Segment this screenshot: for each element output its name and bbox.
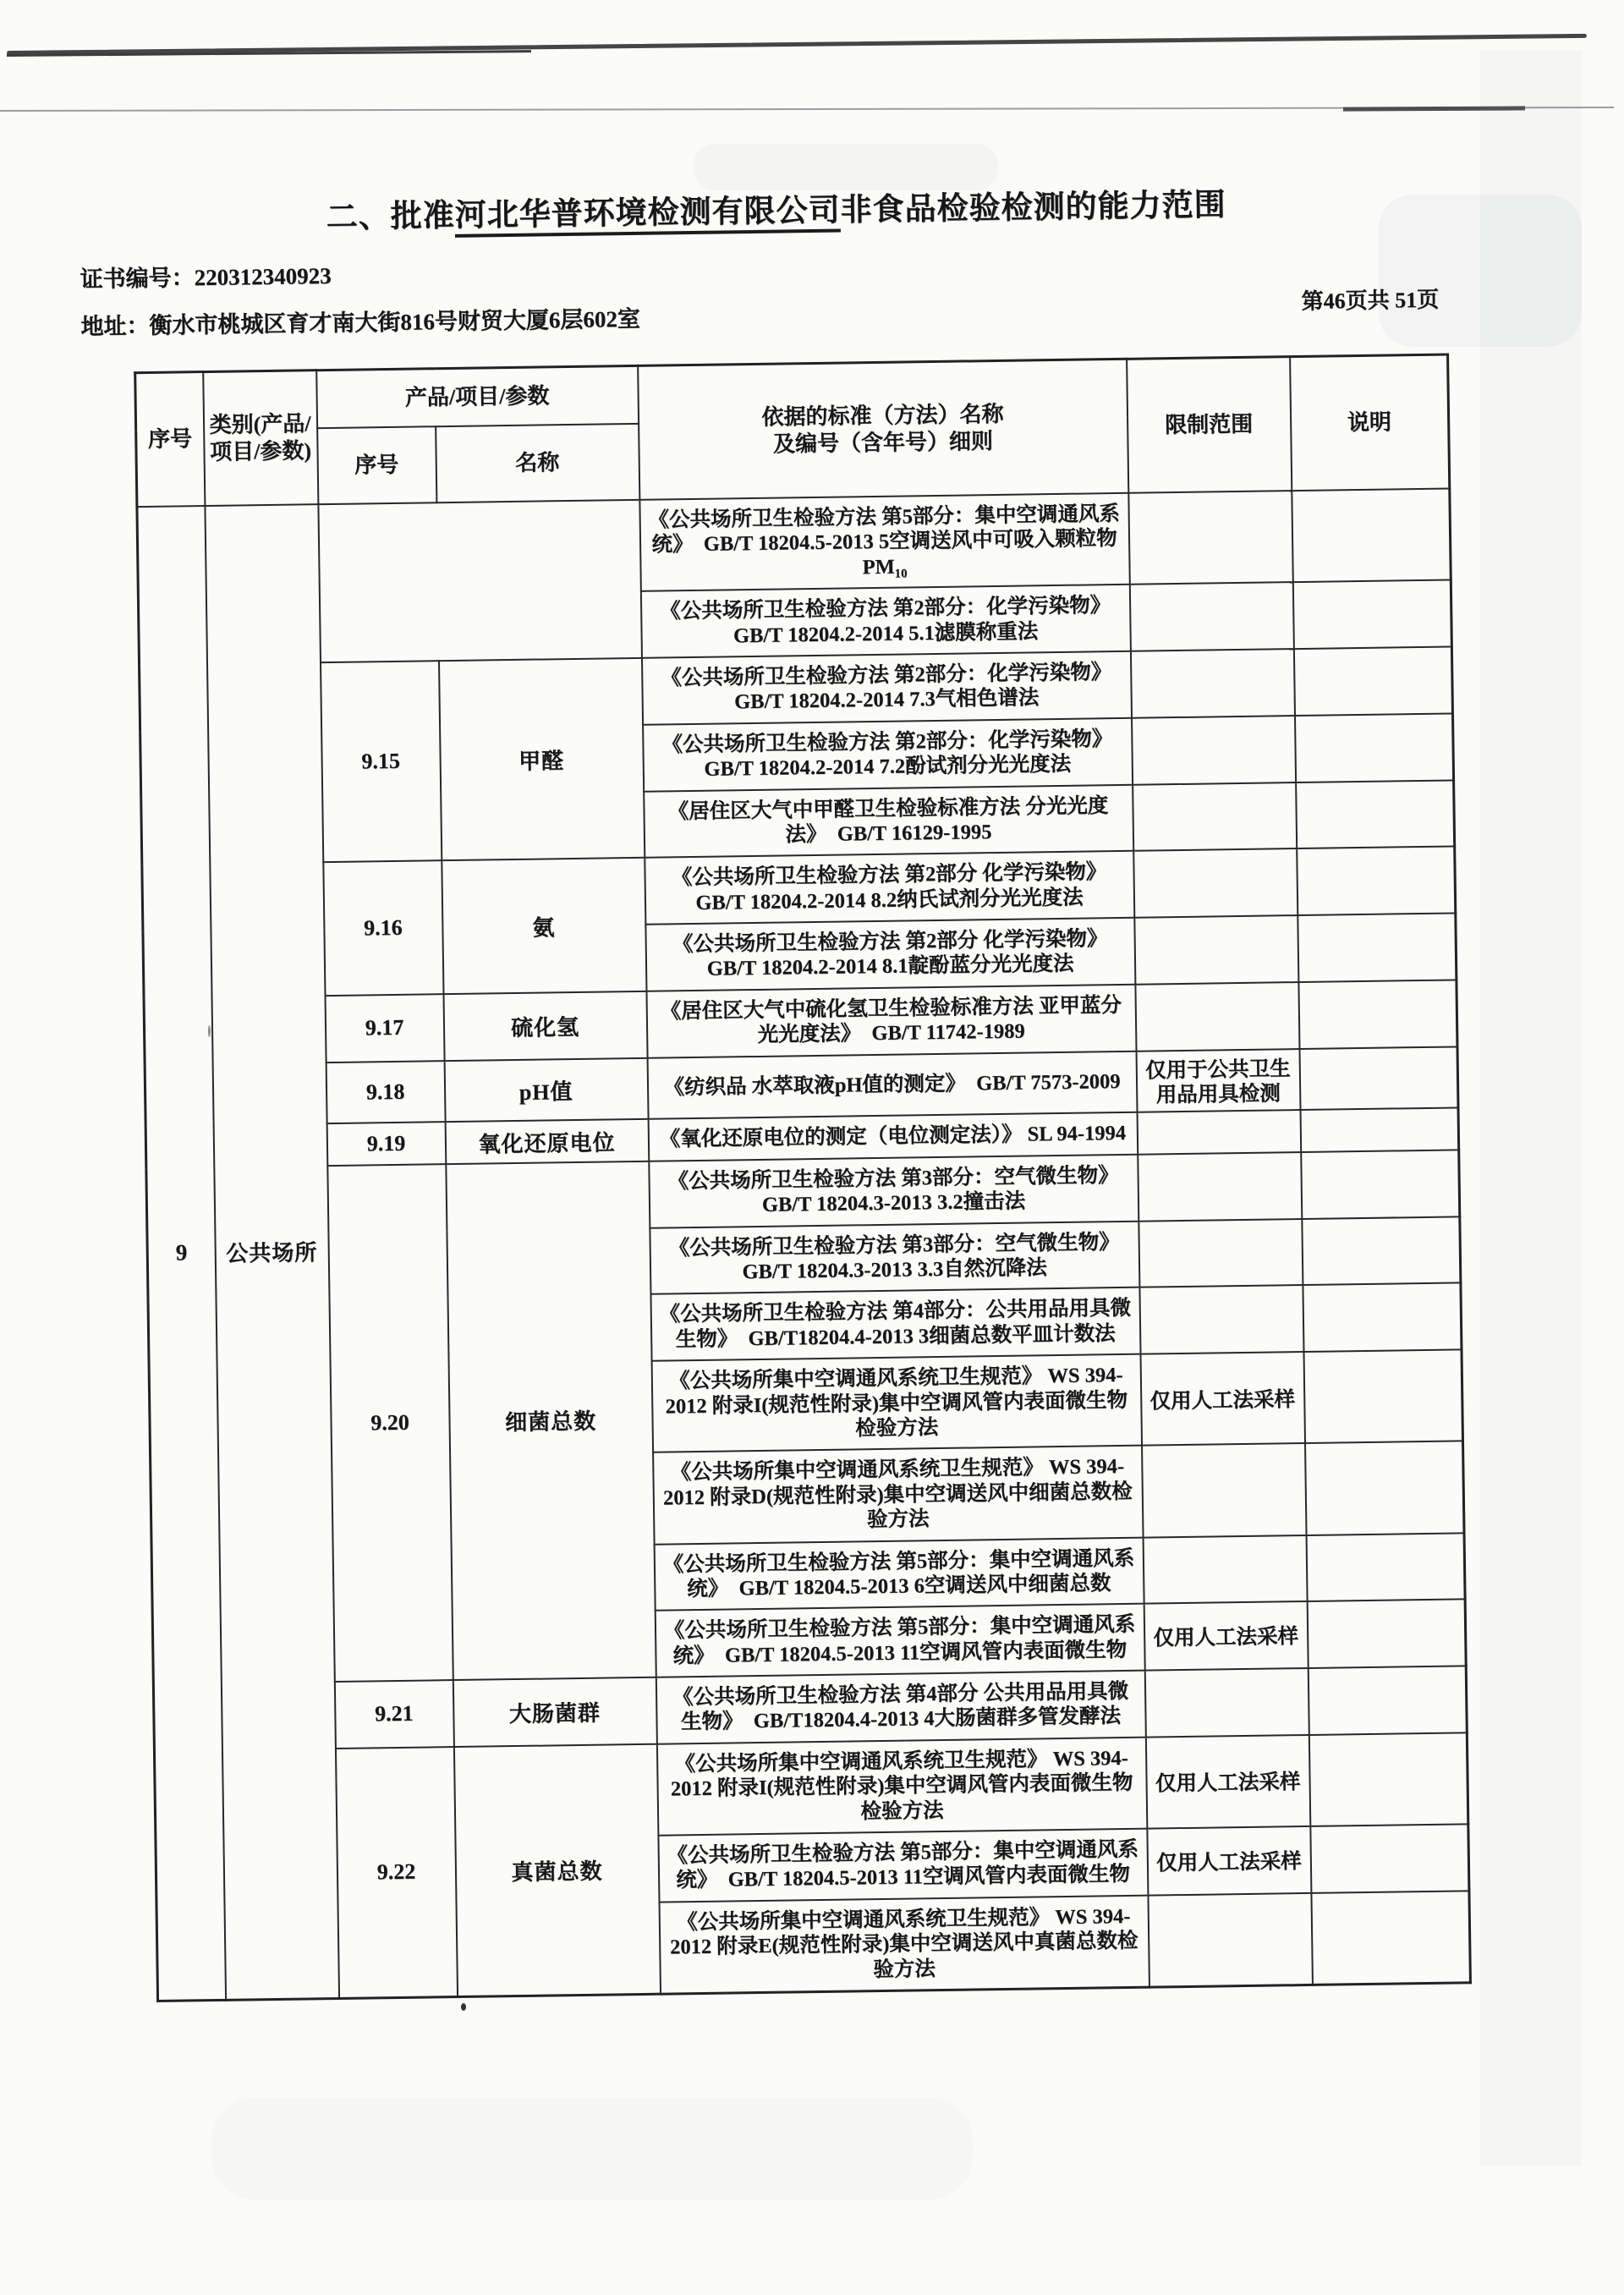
header-limit: 限制范围 (1127, 357, 1292, 493)
note-cell (1295, 713, 1454, 782)
page-title (0, 174, 1555, 242)
product-name-cell: 氨 (442, 858, 646, 994)
page-number-info: 第46页共 51页 (1301, 287, 1440, 314)
note-cell (1307, 1600, 1466, 1668)
standard-cell: 《居住区大气中硫化氢卫生检验标准方法 亚甲蓝分光光度法》 GB/T 11742-1989 (646, 985, 1136, 1058)
product-name-cell: 大肠菌群 (453, 1677, 656, 1747)
product-name-cell: 细菌总数 (446, 1161, 656, 1681)
limit-cell (1135, 982, 1299, 1051)
title-prefix: 二、批准 (326, 198, 455, 236)
note-cell (1299, 1046, 1458, 1110)
note-cell (1305, 1441, 1464, 1535)
product-name-cell: 氧化还原电位 (445, 1119, 649, 1164)
limit-cell (1129, 582, 1293, 651)
capability-scope-table (134, 353, 1472, 2001)
limit-cell (1132, 716, 1296, 784)
standard-cell: 《居住区大气中甲醛卫生检验标准方法 分光光度法》 GB/T 16129-1995 (644, 784, 1133, 858)
header-standard (638, 359, 1128, 500)
table-row (154, 1732, 1468, 1842)
product-seq-cell: 9.21 (334, 1680, 453, 1749)
note-cell (1306, 1533, 1465, 1601)
product-seq-cell: 9.19 (326, 1123, 446, 1166)
table-body (137, 488, 1471, 2001)
header-note: 说明 (1290, 354, 1450, 491)
standard-cell: 《公共场所卫生检验方法 第3部分：空气微生物》 GB/T 18204.3-2013 3.2撞击法 (649, 1155, 1138, 1228)
standard-cell: 《公共场所卫生检验方法 第3部分：空气微生物》 GB/T 18204.3-2013 3.3自然沉降法 (650, 1221, 1139, 1294)
header-seq: 序号 (135, 372, 205, 508)
standard-cell: 《公共场所卫生检验方法 第5部分：集中空调通风系统》 GB/T 18204.5-2013 6空调送风中细菌总数 (654, 1537, 1144, 1611)
standard-cell: 《公共场所集中空调通风系统卫生规范》 WS 394-2012 附录I(规范性附录)集中空调风管内表面微生物检验方法 (656, 1737, 1146, 1835)
note-cell (1303, 1283, 1462, 1352)
limit-cell (1128, 491, 1292, 585)
standard-cell: 《公共场所卫生检验方法 第2部分：化学污染物》 GB/T 18204.2-2014 5.1滤膜称重法 (640, 585, 1130, 658)
note-cell (1292, 488, 1451, 582)
limit-cell (1142, 1443, 1306, 1537)
header-product-seq: 序号 (317, 426, 436, 504)
table-row (137, 488, 1451, 598)
standard-cell: 《公共场所卫生检验方法 第5部分：集中空调通风系统》 GB/T 18204.5-2013 11空调风管内表面微生物 (655, 1604, 1144, 1677)
note-cell (1298, 914, 1457, 982)
address-line: 地址：衡水市桃城区育才南大街816号财贸大厦6层602室 (80, 305, 641, 340)
standard-cell: 《公共场所卫生检验方法 第4部分 公共用品用具微生物》 GB/T18204.4-2013 4大肠菌群多管发酵法 (656, 1671, 1145, 1744)
standard-cell: 《公共场所卫生检验方法 第5部分：集中空调通风系统》 GB/T 18204.5-2013 11空调风管内表面微生物 (658, 1829, 1148, 1902)
title-suffix: 非食品检验检测的能力范围 (840, 188, 1226, 228)
note-cell (1298, 980, 1457, 1048)
limit-cell (1148, 1893, 1312, 1987)
header-product-group: 产品/项目/参数 (316, 365, 639, 428)
standard-cell: 《公共场所集中空调通风系统卫生规范》 WS 394-2012 附录D(规范性附录)集中空调送风中细菌总数检验方法 (653, 1446, 1143, 1544)
limit-cell (1133, 782, 1297, 851)
note-cell (1297, 847, 1456, 915)
note-cell (1296, 780, 1455, 848)
note-cell (1301, 1150, 1460, 1218)
note-cell (1293, 646, 1452, 715)
limit-cell (1144, 1668, 1309, 1737)
product-seq-cell: 9.16 (323, 860, 443, 996)
limit-cell: 仅用于公共卫生用品用具检测 (1136, 1049, 1300, 1112)
standard-cell: 《公共场所卫生检验方法 第4部分：公共用品用具微生物》 GB/T18204.4-2013 3细菌总数平皿计数法 (650, 1288, 1140, 1361)
standard-cell: 《纺织品 水萃取液pH值的测定》 GB/T 7573-2009 (647, 1051, 1137, 1119)
note-cell (1308, 1666, 1467, 1734)
limit-cell (1139, 1285, 1303, 1353)
product-seq-cell: 9.20 (327, 1164, 453, 1682)
header-product-name: 名称 (436, 424, 639, 502)
category-seq-cell: 9 (137, 506, 226, 2001)
note-cell (1302, 1216, 1461, 1285)
table-header (135, 354, 1450, 507)
header-standard-line2: 及编号（含年号）细则 (772, 429, 994, 457)
product-seq-cell: 9.22 (335, 1747, 457, 1999)
product-name-cell: 硫化氢 (443, 991, 647, 1061)
limit-cell (1130, 649, 1294, 717)
note-cell (1309, 1732, 1468, 1826)
header-row-1 (135, 354, 1449, 431)
limit-cell: 仅用人工法采样 (1147, 1826, 1311, 1895)
limit-cell (1134, 915, 1298, 984)
note-cell (1303, 1350, 1462, 1444)
certificate-number-line: 证书编号：220312340923 (80, 262, 332, 293)
standard-cell: 《公共场所卫生检验方法 第2部分 化学污染物》 GB/T 18204.2-2014 8.2纳氏试剂分光光度法 (645, 851, 1134, 925)
standard-cell: 《公共场所集中空调通风系统卫生规范》 WS 394-2012 附录E(规范性附录)集中空调送风中真菌总数检验方法 (659, 1895, 1149, 1994)
limit-cell: 仅用人工法采样 (1145, 1735, 1309, 1829)
note-cell (1310, 1824, 1469, 1892)
note-cell (1311, 1891, 1470, 1985)
product-cell-continuation (318, 500, 642, 662)
product-name-cell: pH值 (444, 1057, 648, 1122)
limit-cell: 仅用人工法采样 (1140, 1352, 1304, 1446)
product-name-cell: 真菌总数 (453, 1744, 660, 1997)
header-category: 类别(产品/项目/参数) (203, 371, 318, 506)
standard-cell: 《公共场所卫生检验方法 第5部分：集中空调通风系统》 GB/T 18204.5-2013 5空调送风中可吸入颗粒物PM₁₀ (639, 493, 1129, 591)
product-seq-cell: 9.17 (325, 994, 444, 1062)
standard-cell: 《公共场所卫生检验方法 第2部分：化学污染物》 GB/T 18204.2-2014 7.2酚试剂分光光度法 (643, 718, 1133, 792)
standard-cell: 《公共场所卫生检验方法 第2部分 化学污染物》 GB/T 18204.2-2014 8.1靛酚蓝分光光度法 (645, 918, 1135, 991)
limit-cell: 仅用人工法采样 (1144, 1601, 1308, 1670)
product-seq-cell: 9.18 (326, 1061, 445, 1124)
note-cell (1300, 1108, 1459, 1152)
header-standard-line1: 依据的标准（方法）名称 (761, 401, 1004, 430)
category-name-cell: 公共场所 (205, 504, 339, 2000)
limit-cell (1138, 1152, 1302, 1221)
limit-cell (1133, 848, 1298, 917)
product-name-cell: 甲醛 (438, 658, 644, 861)
limit-cell (1138, 1219, 1303, 1288)
standard-cell: 《公共场所卫生检验方法 第2部分：化学污染物》 GB/T 18204.2-2014 7.3气相色谱法 (641, 651, 1131, 725)
title-company-underlined: 河北华普环境检测有限公司 (454, 194, 841, 238)
standard-cell: 《公共场所集中空调通风系统卫生规范》 WS 394-2012 附录I(规范性附录)集中空调风管内表面微生物检验方法 (651, 1354, 1141, 1452)
limit-cell (1137, 1110, 1301, 1154)
product-seq-cell: 9.15 (321, 661, 442, 862)
limit-cell (1143, 1535, 1307, 1603)
note-cell (1292, 580, 1451, 649)
standard-cell: 《氧化还原电位的测定（电位测定法）》 SL 94-1994 (648, 1112, 1138, 1161)
